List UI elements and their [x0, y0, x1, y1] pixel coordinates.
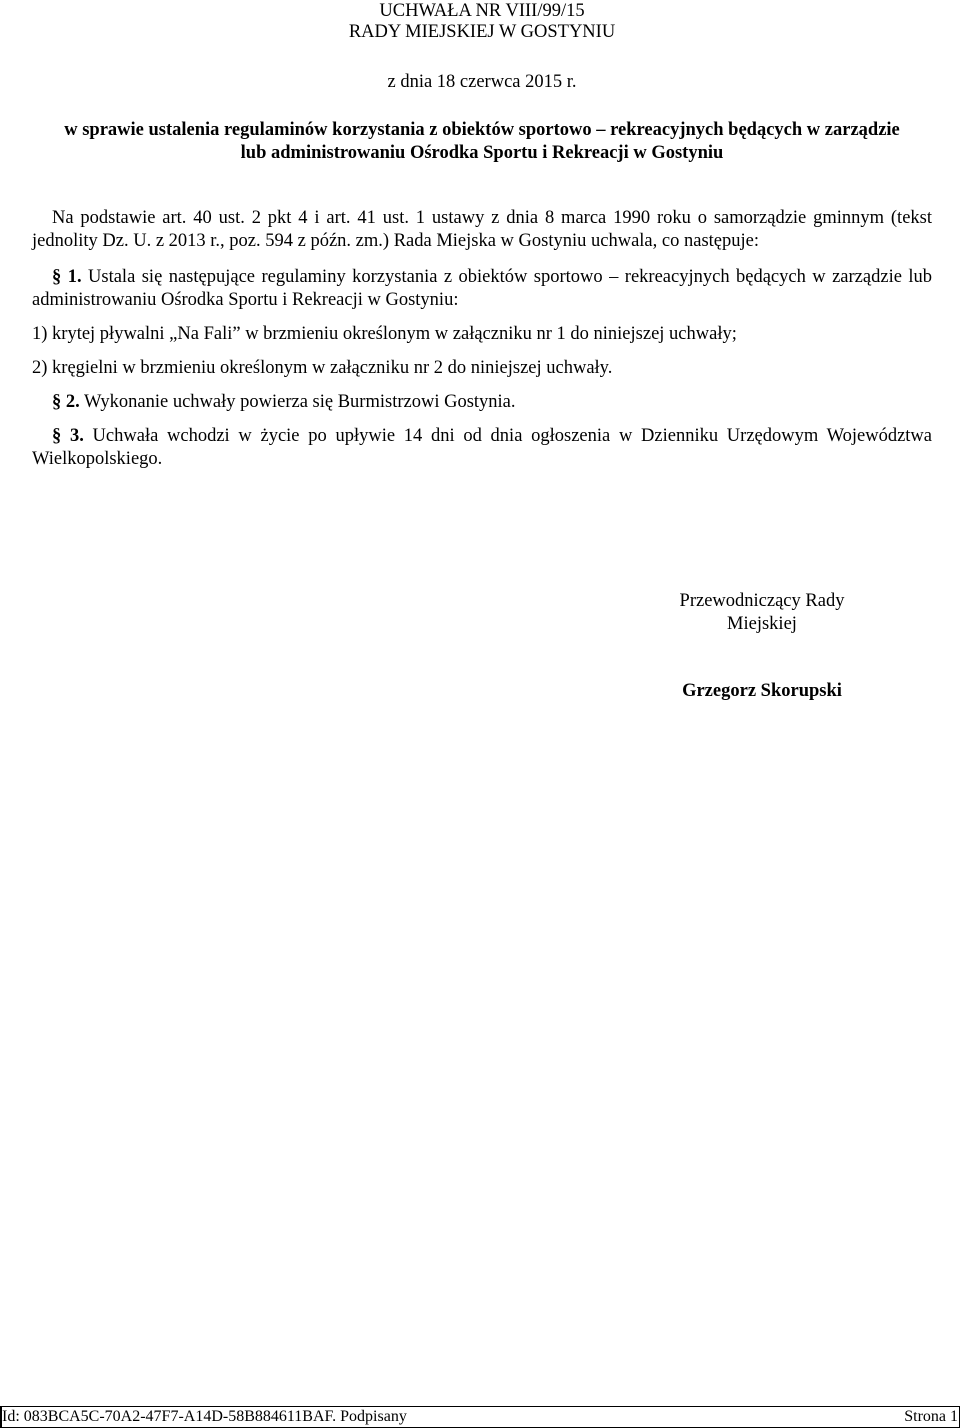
signatory-role-line-2: Miejskiej [727, 614, 797, 634]
subject-line-2: lub administrowaniu Ośrodka Sportu i Rekreacji w Gostyniu [240, 143, 724, 163]
document-body [32, 0, 932, 1428]
signatory-role [612, 590, 912, 636]
resolution-title: UCHWAŁA NR VIII/99/15 [379, 1, 585, 21]
paragraph-3-marker: § 3. [52, 426, 84, 446]
page-number: Strona 1 [904, 1408, 958, 1425]
list-item-2: 2) kręgielni w brzmieniu określonym w załączniku nr 2 do niniejszej uchwały. [32, 358, 613, 378]
resolution-date: z dnia 18 czerwca 2015 r. [387, 72, 577, 92]
paragraph-2-marker: § 2. [52, 392, 80, 412]
council-name: RADY MIEJSKIEJ W GOSTYNIU [348, 22, 616, 42]
paragraph-1 [32, 266, 932, 312]
paragraph-2 [32, 391, 932, 414]
paragraph-3 [32, 425, 932, 471]
subject-line-1: w sprawie ustalenia regulaminów korzystania z obiektów sportowo – rekreacyjnych będących w zarządzie [64, 120, 900, 140]
paragraph-2-text: Wykonanie uchwały powierza się Burmistrzowi Gostynia. [79, 392, 516, 412]
page-footer [0, 1406, 960, 1428]
list-item-1: 1) krytej pływalni „Na Fali” w brzmieniu określonym w załączniku nr 1 do niniejszej uchwały; [32, 324, 737, 344]
preamble: Na podstawie art. 40 ust. 2 pkt 4 i art. 41 ust. 1 ustawy z dnia 8 marca 1990 roku o samorządzie gminnym (tekst jednolity Dz. U. z 2013 r., poz. 594 z późn. zm.) Rada Miejska w Gostyniu uchwala, co następuje: [32, 208, 932, 251]
signatory-name: Grzegorz Skorupski [682, 681, 842, 701]
paragraph-1-marker: § 1. [52, 267, 82, 287]
resolution-subject [32, 119, 932, 165]
paragraph-1-text: Ustala się następujące regulaminy korzystania z obiektów sportowo – rekreacyjnych będących w zarządzie lub administrowaniu Ośrodka Sportu i Rekreacji w Gostyniu: [32, 267, 933, 310]
document-id: Id: 083BCA5C-70A2-47F7-A14D-58B884611BAF. Podpisany [2, 1408, 407, 1425]
paragraph-3-text: Uchwała wchodzi w życie po upływie 14 dni od dnia ogłoszenia w Dzienniku Urzędowym Województwa Wielkopolskiego. [32, 426, 932, 469]
signatory-role-line-1: Przewodniczący Rady [679, 591, 845, 611]
